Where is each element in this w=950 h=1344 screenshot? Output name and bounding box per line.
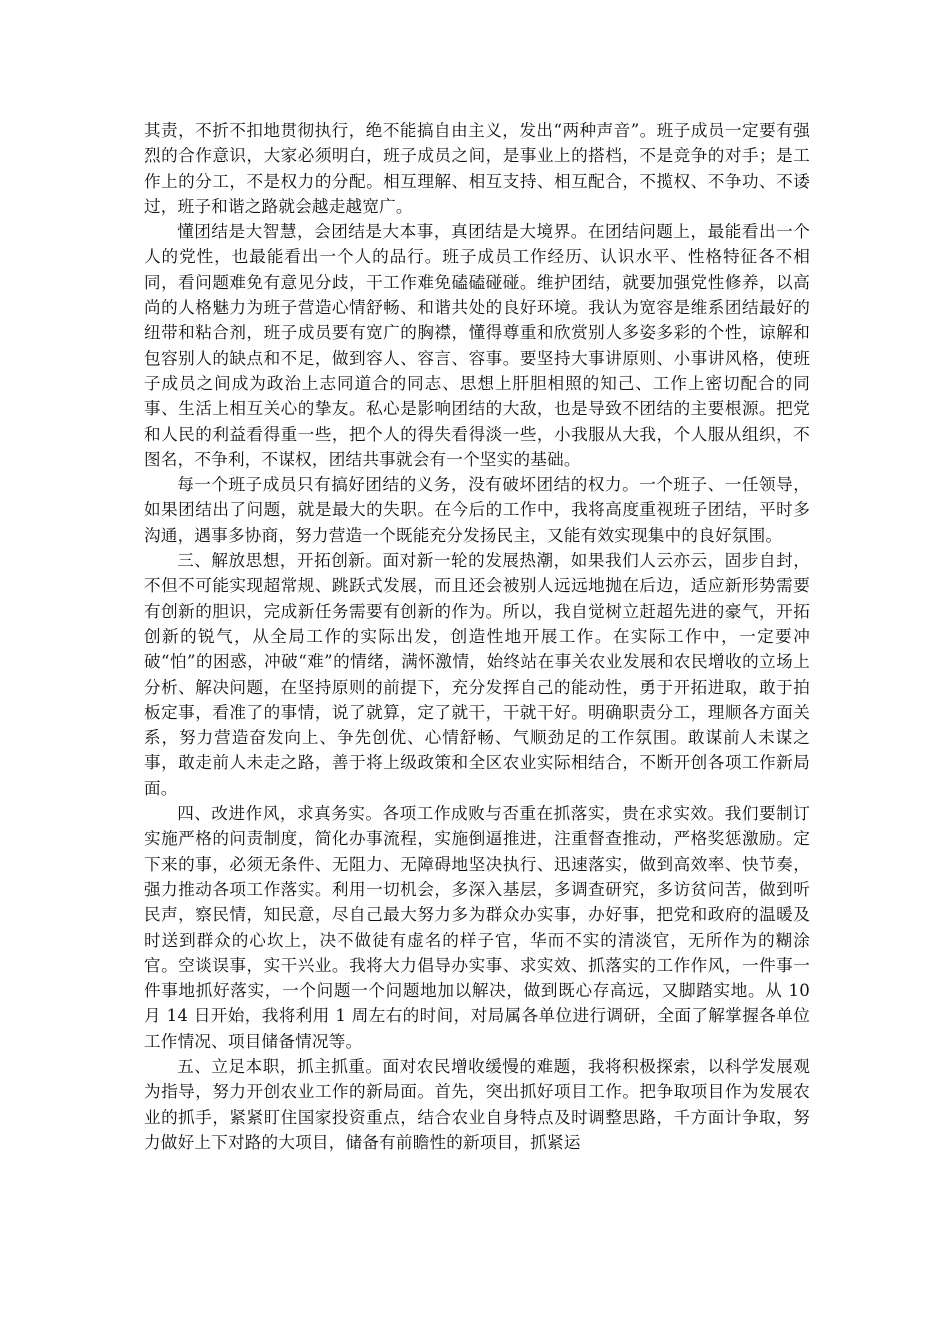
paragraph-3: 每一个班子成员只有搞好团结的义务，没有破坏团结的权力。一个班子、一任领导，如果团结出了问题，就是最大的失职。在今后的工作中，我将高度重视班子团结，平时多沟通，遇事多协商，努力营造一个既能充分发扬民主，又能有效实现集中的良好氛围。 [144,475,810,545]
paragraph-2: 懂团结是大智慧，会团结是大本事，真团结是大境界。在团结问题上，最能看出一个人的党性，也最能看出一个人的品行。班子成员工作经历、认识水平、性格特征各不相同，看问题难免有意见分歧，干工作难免磕磕碰碰。维护团结，就要加强党性修养，以高尚的人格魅力为班子营造心情舒畅、和谐共处的良好环境。我认为宽容是维系团结最好的纽带和粘合剂，班子成员要有宽广的胸襟，懂得尊重和欣赏别人多姿多彩的个性，谅解和包容别人的缺点和不足，做到容人、容言、容事。要坚持大事讲原则、小事讲风格，使班子成员之间成为政治上志同道合的同志、思想上肝胆相照的知己、工作上密切配合的同事、生活上相互关心的挚友。私心是影响团结的大敌，也是导致不团结的主要根源。把党和人民的利益看得重一些，把个人的得失看得淡一些，小我服从大我，个人服从组织，不图名，不争利，不谋权，团结共事就会有一个坚实的基础。 [144,222,810,469]
paragraph-1: 其责，不折不扣地贯彻执行，绝不能搞自由主义，发出“两种声音”。班子成员一定要有强烈的合作意识，大家必须明白，班子成员之间，是事业上的搭档，不是竞争的对手；是工作上的分工，不是权力的分配。相互理解、相互支持、相互配合，不揽权、不争功、不诿过，班子和谐之路就会越走越宽广。 [144,121,810,216]
paragraph-6: 五、立足本职，抓主抓重。面对农民增收缓慢的难题，我将积极探索，以科学发展观为指导，努力开创农业工作的新局面。首先，突出抓好项目工作。把争取项目作为发展农业的抓手，紧紧盯住国家投资重点，结合农业自身特点及时调整思路，千方面计争取，努力做好上下对路的大项目，储备有前瞻性的新项目，抓紧运 [144,1056,810,1152]
paragraph-4: 三、解放思想，开拓创新。面对新一轮的发展热潮，如果我们人云亦云，固步自封，不但不可能实现超常规、跳跃式发展，而且还会被别人远远地抛在后边，适应新形势需要有创新的胆识，完成新任务需要有创新的作为。所以，我自觉树立赶超先进的豪气，开拓创新的锐气，从全局工作的实际出发，创造性地开展工作。在实际工作中，一定要冲破“怕”的困惑，冲破“难”的情绪，满怀激情，始终站在事关农业发展和农民增收的立场上分析、解决问题，在坚持原则的前提下，充分发挥自己的能动性，勇于开拓进取，敢于拍板定事，看准了的事情，说了就算，定了就干，干就干好。明确职责分工，理顺各方面关系，努力营造奋发向上、争先创优、心情舒畅、气顺劲足的工作氛围。敢谋前人未谋之事，敢走前人未走之路，善于将上级政策和全区农业实际相结合，不断开创各项工作新局面。 [144,551,810,798]
document-page [144,118,810,1155]
paragraph-5: 四、改进作风，求真务实。各项工作成败与否重在抓落实，贵在求实效。我们要制订实施严格的问责制度，简化办事流程，实施倒逼推进，注重督查推动，严格奖惩激励。定下来的事，必须无条件、无阻力、无障碍地坚决执行、迅速落实，做到高效率、快节奏，强力推动各项工作落实。利用一切机会，多深入基层，多调查研究，多访贫问苦，做到听民声，察民情，知民意，尽自己最大努力多为群众办实事，办好事，把党和政府的温暖及时送到群众的心坎上，决不做徒有虚名的样子官，华而不实的清淡官，无所作为的糊涂官。空谈误事，实干兴业。我将大力倡导办实事、求实效、抓落实的工作作风，一件事一件事地抓好落实，一个问题一个问题地加以解决，做到既心存高远，又脚踏实地。从 10 月 14 日开始，我将利用 1 周左右的时间，对局属各单位进行调研，全面了解掌握各单位工作情况、项目储备情况等。 [144,804,810,1051]
